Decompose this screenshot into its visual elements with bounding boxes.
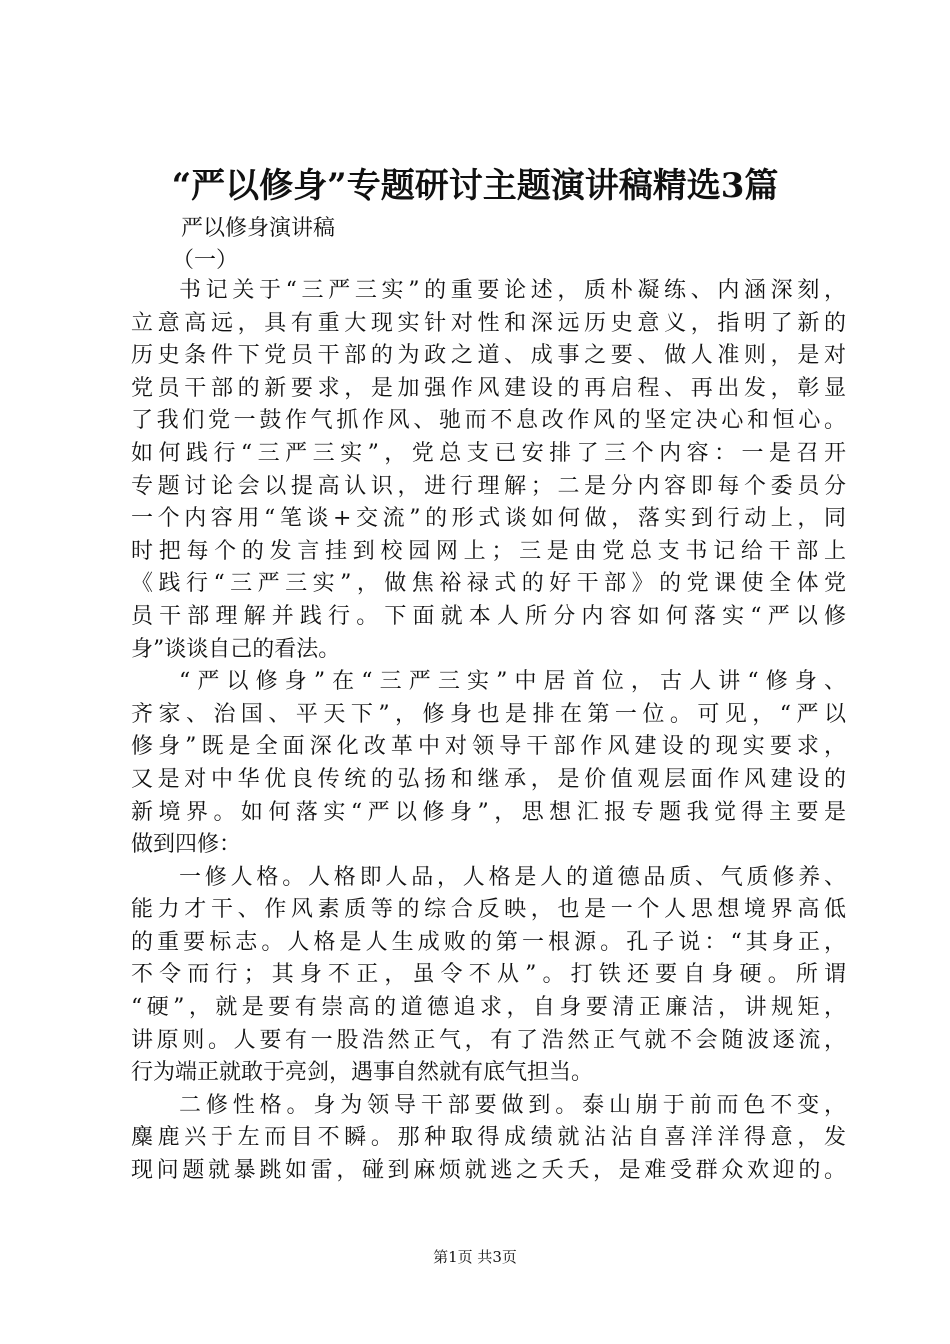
document-title: “严以修身”专题研讨主题演讲稿精选3篇	[171, 166, 779, 206]
text-line: “硬”，就是要有崇高的道德追求，自身要清正廉洁，讲规矩，	[131, 995, 846, 1021]
text-line: 了我们党一鼓作气抓作风、驰而不息改作风的坚定决心和恒心。	[131, 408, 846, 434]
section-number: （一）	[172, 248, 239, 273]
page-number: 第1页 共3页	[433, 1248, 517, 1266]
text-line: 一个内容用“笔谈+交流”的形式谈如何做，落实到行动上，同	[131, 506, 846, 532]
text-line: 现问题就暴跳如雷，碰到麻烦就逃之夭夭，是难受群众欢迎的。	[131, 1158, 846, 1184]
text-line: 《践行“三严三实”，做焦裕禄式的好干部》的党课使全体党	[131, 571, 846, 597]
text-line: 书记关于“三严三实”的重要论述，质朴凝练、内涵深刻，	[179, 278, 846, 303]
text-line: 一修人格。人格即人品，人格是人的道德品质、气质修养、	[179, 864, 846, 890]
text-line: 能力才干、作风素质等的综合反映，也是一个人思想境界高低	[131, 897, 846, 923]
text-line: 又是对中华优良传统的弘扬和继承，是价值观层面作风建设的	[131, 766, 846, 792]
text-line: 立意高远，具有重大现实针对性和深远历史意义，指明了新的	[131, 310, 846, 336]
text-line: 的重要标志。人格是人生成败的第一根源。孔子说：“其身正，	[131, 929, 846, 955]
document-subtitle: 严以修身演讲稿	[181, 216, 336, 241]
text-line: 齐家、治国、平天下”，修身也是排在第一位。可见，“严以	[131, 701, 846, 727]
text-line: 二修性格。身为领导干部要做到。泰山崩于前而色不变，	[179, 1092, 846, 1118]
text-line: 新境界。如何落实“严以修身”，思想汇报专题我觉得主要是	[131, 799, 846, 825]
text-line: 如何践行“三严三实”，党总支已安排了三个内容：一是召开	[131, 440, 846, 466]
text-line: 修身”既是全面深化改革中对领导干部作风建设的现实要求，	[131, 734, 846, 760]
text-line: 时把每个的发言挂到校园网上；三是由党总支书记给干部上	[131, 538, 846, 564]
document-body	[131, 275, 846, 1188]
text-line: 行为端正就敢于亮剑，遇事自然就有底气担当。	[131, 1060, 594, 1086]
text-line: 历史条件下党员干部的为政之道、成事之要、做人准则，是对	[131, 343, 846, 369]
text-line: “严以修身”在“三严三实”中居首位，古人讲“修身、	[179, 669, 846, 695]
text-line: 不令而行；其身不正，虽令不从”。打铁还要自身硬。所谓	[131, 962, 846, 988]
text-line: 身”谈谈自己的看法。	[131, 636, 341, 662]
text-line: 专题讨论会以提高认识，进行理解；二是分内容即每个委员分	[131, 473, 846, 499]
text-line: 麋鹿兴于左而目不瞬。那种取得成绩就沾沾自喜洋洋得意，发	[131, 1125, 846, 1151]
text-line: 做到四修：	[131, 832, 242, 858]
text-line: 讲原则。人要有一股浩然正气，有了浩然正气就不会随波逐流，	[131, 1027, 846, 1053]
text-line: 党员干部的新要求，是加强作风建设的再启程、再出发，彰显	[131, 375, 846, 401]
text-line: 员干部理解并践行。下面就本人所分内容如何落实“严以修	[131, 603, 846, 629]
